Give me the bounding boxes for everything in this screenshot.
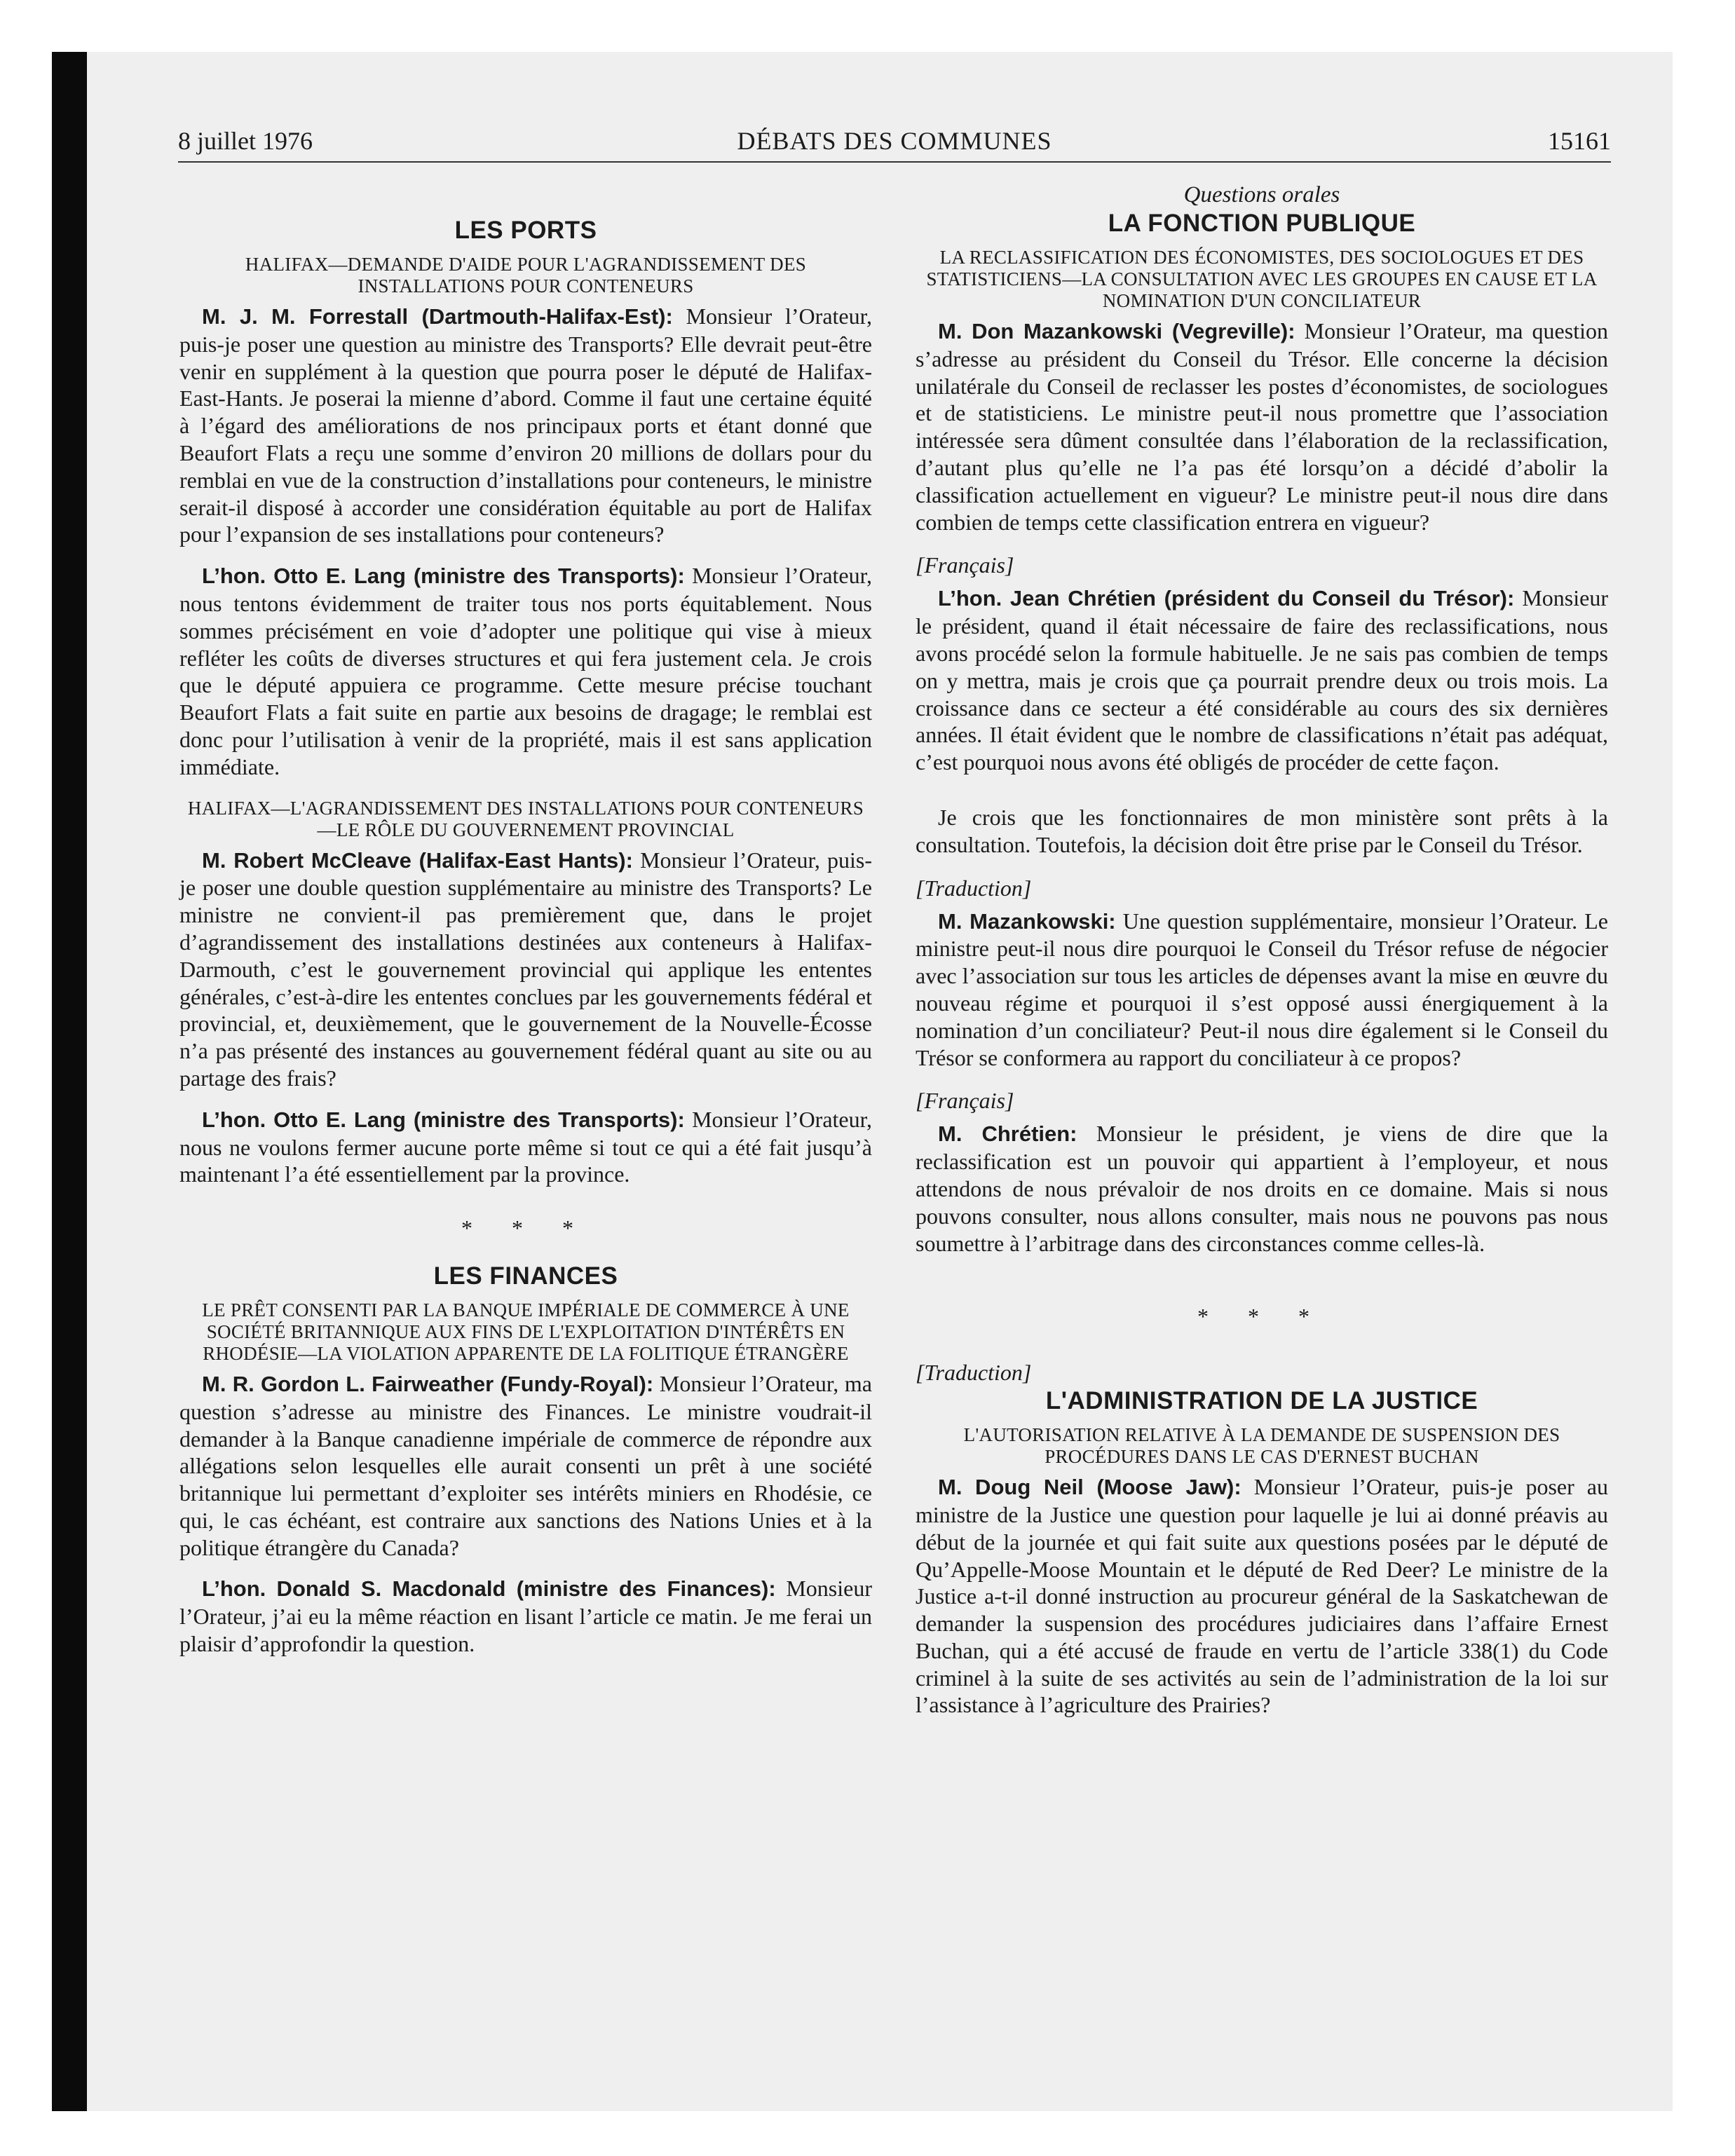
speech-lang-2: [179, 1106, 872, 1188]
subheading-halifax-provincial: HALIFAX—L'AGRANDISSEMENT DES INSTALLATIONS POUR CONTENEURS—LE RÔLE DU GOUVERNEMENT PROVINCIAL: [187, 797, 864, 840]
speech-mazankowski-1: [916, 318, 1608, 535]
speaker-name: M. Robert McCleave (Halifax-East Hants):: [202, 847, 633, 873]
speech-text: Monsieur l’Orateur, puis-je poser une double question supplémentaire au ministre des Transports? Le ministre ne convient-il pas premièrement que, dans le projet d’agrandissement des installations destinées aux conteneurs à Halifax-Darmouth, c’est le gouvernement provincial qui applique les ententes générales, c’est-à-dire les ententes conclues par les gouvernements fédéral et provincial, et, deuxièmement, que le gouvernement de la Nouvelle-Écosse n’a pas présenté des instances au gouvernement fédéral quant au site ou au partage des frais?: [179, 847, 872, 1091]
speech-fairweather: [179, 1370, 872, 1562]
speech-neil: [916, 1473, 1608, 1719]
speech-text: Monsieur l’Orateur, puis-je poser une question au ministre des Transports? Elle devrait peut-être venir en supplément à la question que pourra poser le député de Halifax-East-Hants. Je poserai la mienne d’abord. Comme il faut une certaine équité à l’égard des améliorations de nos principaux ports et étant donné que Beaufort Flats a reçu une somme d’environ 20 millions de dollars pour du remblai en vue de la construction d’installations pour conteneurs, le ministre serait-il disposé à accorder une considération équitable au port de Halifax pour l’expansion de ses installations pour conteneurs?: [179, 303, 872, 547]
speaker-name: L’hon. Donald S. Macdonald (ministre des Finances):: [202, 1576, 776, 1602]
speaker-name: M. Don Mazankowski (Vegreville):: [938, 319, 1295, 343]
page-header: [178, 125, 1611, 163]
language-tag: [Français]: [916, 1088, 1014, 1114]
speech-chretien-2: [916, 1120, 1608, 1257]
page-number: 15161: [1548, 127, 1611, 155]
section-separator: * * *: [461, 1215, 590, 1241]
speaker-name: L’hon. Jean Chrétien (président du Conseil du Trésor):: [938, 586, 1515, 611]
subheading-rhodesia-loan: LE PRÊT CONSENTI PAR LA BANQUE IMPÉRIALE DE COMMERCE À UNE SOCIÉTÉ BRITANNIQUE AUX FINS DE L'EXPLOITATION D'INTÉRÊTS EN RHODÉSIE—LA VIOLATION APPARENTE DE LA FOLITIQUE ÉTRANGÈRE: [202, 1299, 850, 1364]
running-head: Questions orales: [1183, 182, 1340, 207]
subheading-reclassification: LA RECLASSIFICATION DES ÉCONOMISTES, DES SOCIOLOGUES ET DES STATISTICIENS—LA CONSULTATION AVEC LES GROUPES EN CAUSE ET LA NOMINATION D'UN CONCILIATEUR: [926, 247, 1598, 311]
speaker-name: L’hon. Otto E. Lang (ministre des Transports):: [202, 564, 685, 589]
speaker-name: M. Chrétien:: [938, 1121, 1077, 1147]
speaker-name: M. Doug Neil (Moose Jaw):: [938, 1475, 1241, 1500]
speech-text: Monsieur l’Orateur, nous ne voulons fermer aucune porte même si tout ce qui a été fait jusqu’à maintenant l’a été essentiellement par la province.: [179, 1106, 872, 1187]
language-tag: [Traduction]: [916, 875, 1032, 901]
section-title-justice: L'ADMINISTRATION DE LA JUSTICE: [1045, 1387, 1478, 1415]
speech-mazankowski-2: [916, 908, 1608, 1072]
speech-text: Monsieur l’Orateur, ma question s’adresse au président du Conseil du Trésor. Elle concerne la décision unilatérale du Conseil de reclasser les postes d’économistes, de sociologues et de statisticiens. Le ministre peut-il nous promettre que l’association intéressée sera dûment consultée dans l’élaboration de la reclassification, d’autant plus qu’elle ne l’a pas été lorsqu’on a décidé d’abolir la classification actuellement en vigueur? Le ministre peut-il nous dire dans combien de temps cette classification entrera en vigueur?: [916, 318, 1608, 535]
speech-mccleave: [179, 847, 872, 1092]
speech-lang-1: [179, 562, 872, 780]
binding-edge: [52, 52, 87, 2111]
right-column: [916, 181, 1608, 1719]
speech-text: Monsieur le président, quand il était nécessaire de faire des reclassifications, nous avons procédé selon la formule habituelle. Je ne sais pas combien de temps on y mettra, mais je crois que ça pourrait prendre deux ou trois mois. La croissance dans ce secteur a été considérable au cours des six dernières années. Il était évident que le nombre de classifications n’était pas adéquat, c’est pourquoi nous avons été obligés de procéder de cette façon.: [916, 585, 1609, 775]
section-title-ports: LES PORTS: [454, 217, 597, 244]
header-title: DÉBATS DES COMMUNES: [737, 127, 1052, 155]
section-separator: * * *: [1197, 1304, 1326, 1330]
section-title-finances: LES FINANCES: [433, 1262, 618, 1290]
speech-text: Une question supplémentaire, monsieur l’Orateur. Le ministre peut-il nous dire pourquoi le Conseil du Trésor refuse de négocier avec l’association sur tous les articles de dépenses avant la mise en œuvre du nouveau régime et pourquoi il s’est opposé aussi énergiquement à la nomination d’un conciliateur? Peut-il nous dire également si le Conseil du Trésor se conformera au rapport du conciliateur à ce propos?: [916, 908, 1609, 1070]
speech-chretien-1-cont: Je crois que les fonctionnaires de mon ministère sont prêts à la consultation. Toutefois, la décision doit être prise par le Conseil du Trésor.: [916, 804, 1608, 857]
subheading-buchan: L'AUTORISATION RELATIVE À LA DEMANDE DE SUSPENSION DES PROCÉDURES DANS LE CAS D'ERNEST BUCHAN: [963, 1424, 1560, 1468]
speech-forrestall: [179, 303, 872, 548]
language-tag: [Traduction]: [916, 1360, 1032, 1386]
speaker-name: M. J. M. Forrestall (Dartmouth-Halifax-Est):: [202, 304, 673, 329]
section-title-public-service: LA FONCTION PUBLIQUE: [1108, 210, 1416, 237]
speech-text: Monsieur l’Orateur, puis-je poser au ministre de la Justice une question pour laquelle je lui ai donné préavis au début de la journée et qui fait suite aux questions posées par le député de Qu’Appelle-Moose Mountain et le député de Red Deer? Le ministre de la Justice a-t-il donné instruction au procureur général de la Saskatchewan de demander la suspension des procédures judiciaires dans l’affaire Ernest Buchan, qui a été accusé de fraude en vertu de l’article 338(1) du Code criminel à la suite de ses activités au sein de l’administration de la loi sur l’assistance à l’agriculture des Prairies?: [916, 1474, 1609, 1718]
subheading-halifax-aid: HALIFAX—DEMANDE D'AIDE POUR L'AGRANDISSEMENT DES INSTALLATIONS POUR CONTENEURS: [245, 254, 807, 296]
header-date: 8 juillet 1976: [178, 127, 313, 155]
speech-text: Monsieur l’Orateur, j’ai eu la même réaction en lisant l’article ce matin. Je me ferai un plaisir d’approfondir la question.: [179, 1576, 872, 1657]
speech-text: Monsieur le président, je viens de dire que la reclassification est un pouvoir qui appartient à l’employeur, et nous attendons de nous prévaloir de nos droits en ce domaine. Mais si nous pouvons consulter, nous allons consulter, mais nous ne pouvons pas nous soumettre à l’arbitrage dans des circonstances comme celles-là.: [916, 1121, 1608, 1256]
speech-chretien-1: [916, 585, 1608, 776]
speech-text: Monsieur l’Orateur, nous tentons évidemment de traiter tous nos ports équitablement. Nous sommes précisément en voie d’adopter une politique qui vise à mieux refléter les coûts de diverses structures et qui fera justement cela. Je crois que le député appuiera ce programme. Cette mesure précise touchant Beaufort Flats a fait suite en partie aux besoins de dragage; le remblai est donc pour l’utilisation à venir de la propriété, mais il est sans application immédiate.: [179, 563, 872, 779]
speaker-name: L’hon. Otto E. Lang (ministre des Transports):: [202, 1107, 685, 1132]
speech-macdonald: [179, 1575, 872, 1657]
speech-text: Monsieur l’Orateur, ma question s’adresse au ministre des Finances. Le ministre voudrait-il demander à la Banque canadienne impériale de commerce de répondre aux allégations selon lesquelles elle aurait consenti un prêt à une société britannique lui permettant d’exploiter ses intérêts miniers en Rhodésie, ce qui, le cas échéant, est contraire aux sanctions des Nations Unies et à la politique étrangère du Canada?: [179, 1370, 872, 1560]
speaker-name: M. Mazankowski:: [938, 908, 1116, 934]
left-column: [179, 181, 872, 1658]
speaker-name: M. R. Gordon L. Fairweather (Fundy-Royal):: [202, 1371, 654, 1396]
language-tag: [Français]: [916, 552, 1014, 578]
